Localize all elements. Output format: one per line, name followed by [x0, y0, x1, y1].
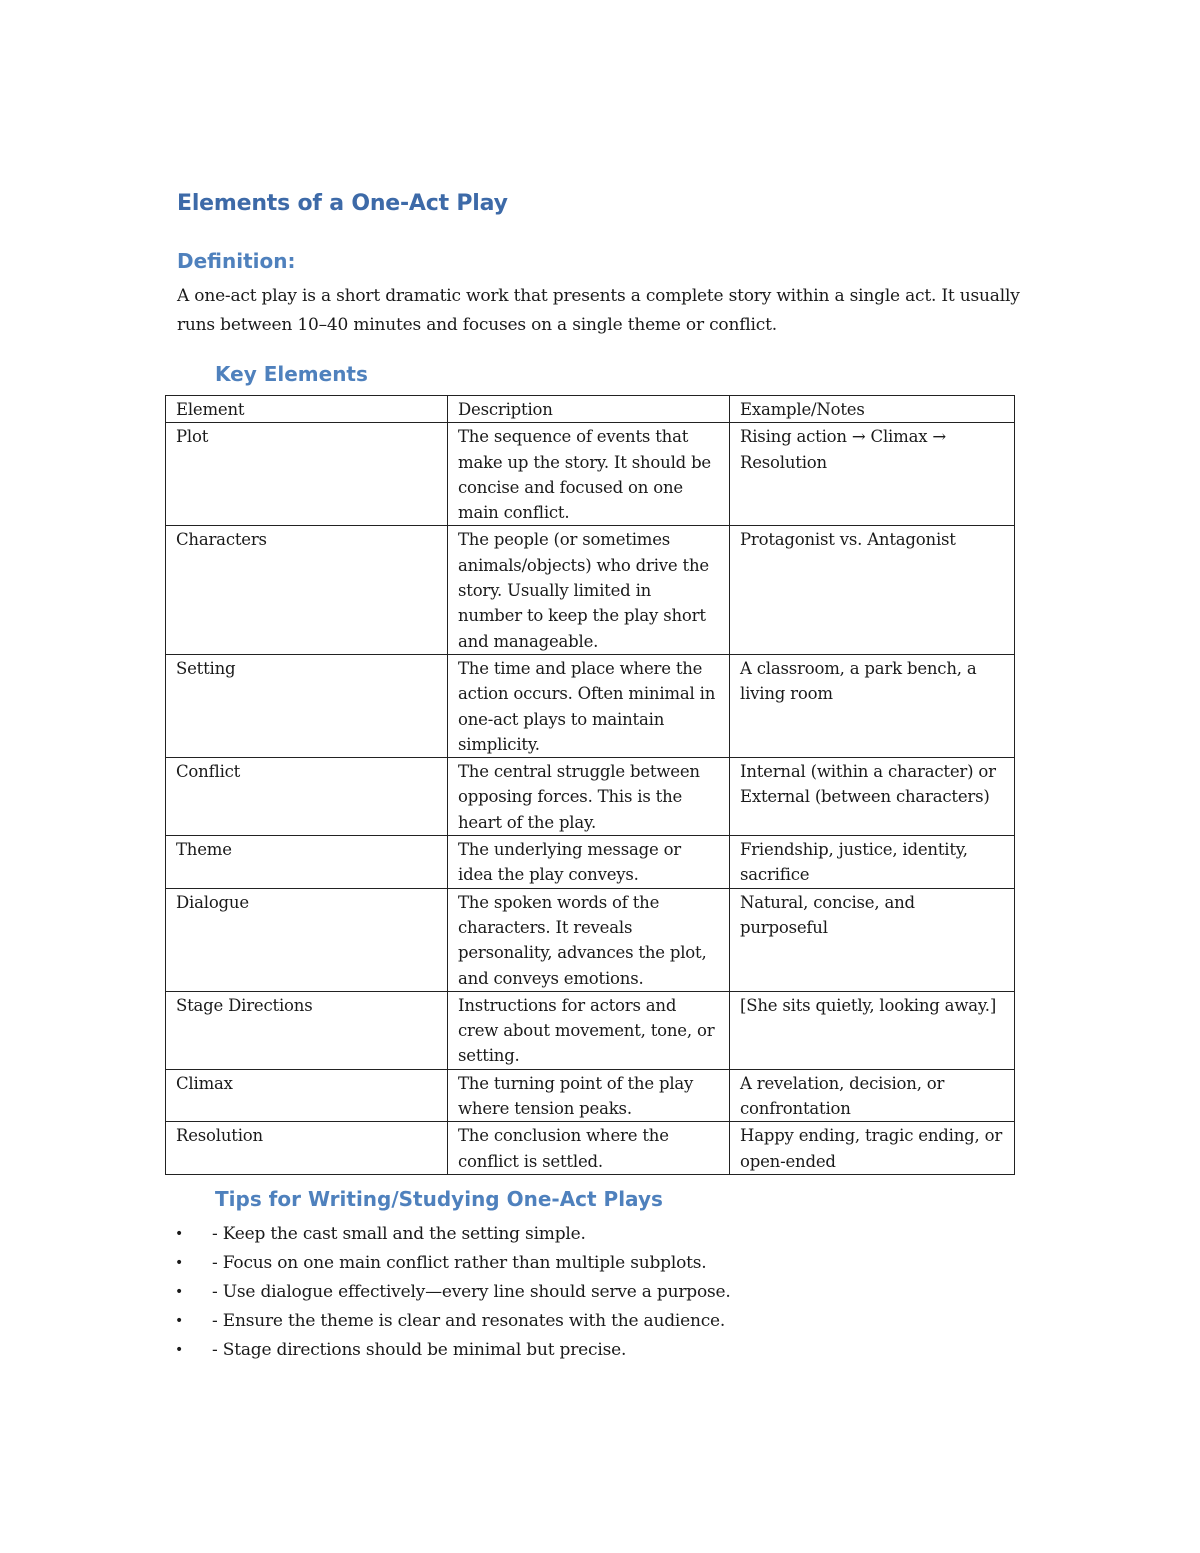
tips-heading: Tips for Writing/Studying One-Act Plays [215, 1187, 663, 1211]
element-cell: Plot [166, 423, 448, 526]
element-cell: Setting [166, 654, 448, 757]
bullet-icon: • [175, 1226, 184, 1242]
example-cell: A classroom, a park bench, a living room [730, 654, 1015, 757]
list-item [175, 1249, 731, 1278]
example-cell: Friendship, justice, identity, sacrifice [730, 836, 1015, 889]
list-item [175, 1307, 731, 1336]
table-row [166, 1122, 1015, 1175]
element-cell: Climax [166, 1069, 448, 1122]
element-cell: Conflict [166, 758, 448, 836]
column-header-element: Element [166, 396, 448, 423]
table-row [166, 423, 1015, 526]
tip-text: - Focus on one main conflict rather than multiple subplots. [212, 1253, 707, 1273]
element-cell: Stage Directions [166, 991, 448, 1069]
definition-text: A one-act play is a short dramatic work that presents a complete story within a single act. It usually runs between 10–40 minutes and focuses on a single theme or conflict. [177, 286, 1020, 335]
description-cell: The time and place where the action occurs. Often minimal in one-act plays to maintain simplicity. [448, 654, 730, 757]
description-cell: The conclusion where the conflict is settled. [448, 1122, 730, 1175]
description-cell: Instructions for actors and crew about movement, tone, or setting. [448, 991, 730, 1069]
description-cell: The central struggle between opposing forces. This is the heart of the play. [448, 758, 730, 836]
column-header-description: Description [448, 396, 730, 423]
description-cell: The turning point of the play where tension peaks. [448, 1069, 730, 1122]
description-cell: The underlying message or idea the play conveys. [448, 836, 730, 889]
table-row [166, 888, 1015, 991]
table-row [166, 1069, 1015, 1122]
list-item [175, 1336, 731, 1365]
example-cell: Natural, concise, and purposeful [730, 888, 1015, 991]
description-cell: The sequence of events that make up the story. It should be concise and focused on one main conflict. [448, 423, 730, 526]
table-row [166, 991, 1015, 1069]
column-header-example: Example/Notes [730, 396, 1015, 423]
element-cell: Resolution [166, 1122, 448, 1175]
tip-text: - Ensure the theme is clear and resonates with the audience. [212, 1311, 726, 1331]
example-cell: A revelation, decision, or confrontation [730, 1069, 1015, 1122]
element-cell: Theme [166, 836, 448, 889]
table-header-row [166, 396, 1015, 423]
example-cell: Protagonist vs. Antagonist [730, 526, 1015, 654]
definition-heading: Definition: [177, 249, 296, 273]
tip-text: - Use dialogue effectively—every line should serve a purpose. [212, 1282, 731, 1302]
element-cell: Dialogue [166, 888, 448, 991]
list-item [175, 1278, 731, 1307]
table-row [166, 526, 1015, 654]
table-row [166, 758, 1015, 836]
bullet-icon: • [175, 1255, 184, 1271]
key-elements-table [165, 395, 1015, 1175]
list-item [175, 1220, 731, 1249]
example-cell: [She sits quietly, looking away.] [730, 991, 1015, 1069]
example-cell: Rising action → Climax → Resolution [730, 423, 1015, 526]
tips-list [175, 1220, 731, 1365]
description-cell: The people (or sometimes animals/objects) who drive the story. Usually limited in number to keep the play short and manageable. [448, 526, 730, 654]
bullet-icon: • [175, 1342, 184, 1358]
key-elements-heading: Key Elements [215, 362, 368, 386]
example-cell: Happy ending, tragic ending, or open-ended [730, 1122, 1015, 1175]
tip-text: - Stage directions should be minimal but precise. [212, 1340, 627, 1360]
table-row [166, 654, 1015, 757]
table-row [166, 836, 1015, 889]
bullet-icon: • [175, 1284, 184, 1300]
document-title: Elements of a One-Act Play [177, 191, 508, 216]
bullet-icon: • [175, 1313, 184, 1329]
example-cell: Internal (within a character) or External (between characters) [730, 758, 1015, 836]
element-cell: Characters [166, 526, 448, 654]
description-cell: The spoken words of the characters. It reveals personality, advances the plot, and conveys emotions. [448, 888, 730, 991]
tip-text: - Keep the cast small and the setting simple. [212, 1224, 586, 1244]
